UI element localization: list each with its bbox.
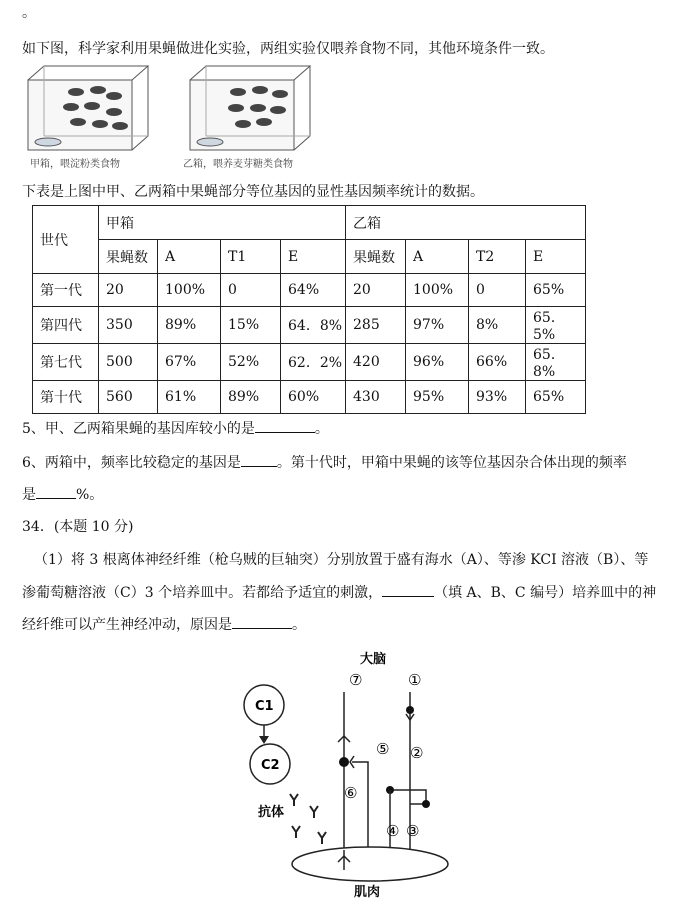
c2-label: C2 [261, 758, 280, 773]
subheader-cell: E [526, 240, 586, 274]
question-5-end: 。 [314, 421, 329, 437]
question-34-line-2 [22, 582, 656, 602]
subheader-cell: T1 [221, 240, 281, 274]
intro-text: 如下图，科学家利用果蝇做进化实验，两组实验仅喂养食物不同，其他环境条件一致。 [22, 41, 554, 57]
table-cell: 285 [346, 307, 406, 344]
question-34-line-1: （1）将 3 根离体神经纤维（枪乌贼的巨轴突）分别放置于盛有海水（A）、等渗 KCI 溶液（B）、等 [34, 552, 649, 568]
subheader-cell: A [158, 240, 221, 274]
table-cell: 52% [221, 344, 281, 381]
nerve-muscle-diagram [230, 650, 460, 902]
table-header-row-1 [33, 206, 586, 240]
table-cell: 65．8% [526, 344, 586, 381]
question-6-text-4: %。 [76, 487, 104, 503]
table-row [33, 307, 586, 344]
table-intro: 下表是上图中甲、乙两箱中果蝇部分等位基因的显性基因频率统计的数据。 [22, 184, 484, 200]
table-cell: 100% [158, 274, 221, 307]
antibody-icons [290, 794, 326, 844]
subheader-cell: T2 [469, 240, 526, 274]
table-cell: 89% [158, 307, 221, 344]
table-cell: 64% [281, 274, 346, 307]
question-34-text-2b: （填 A、B、C 编号）培养皿中的神 [434, 585, 657, 601]
gene-frequency-table [32, 205, 586, 414]
marker-3: ③ [406, 822, 420, 840]
box-jia-header: 甲箱 [99, 206, 346, 240]
table-cell: 61% [158, 381, 221, 414]
question-6-line-2 [22, 484, 103, 504]
table-row [33, 381, 586, 414]
table-cell: 62．2% [281, 344, 346, 381]
table-cell: 67% [158, 344, 221, 381]
question-34-text-3b: 。 [292, 617, 306, 633]
table-cell: 93% [469, 381, 526, 414]
table-cell: 0 [469, 274, 526, 307]
table-cell: 430 [346, 381, 406, 414]
top-mark: 。 [22, 5, 36, 21]
brain-label: 大脑 [360, 652, 387, 667]
antibody-label: 抗体 [258, 805, 285, 820]
answer-blank-q5[interactable] [255, 418, 315, 433]
table-cell: 350 [99, 307, 158, 344]
question-6-text-3: 是 [22, 487, 36, 503]
box-yi-caption: 乙箱，喂养麦芽糖类食物 [183, 159, 293, 170]
subheader-cell: 果蝇数 [99, 240, 158, 274]
c1-label: C1 [255, 699, 274, 714]
table-cell: 420 [346, 344, 406, 381]
box-yi-header: 乙箱 [346, 206, 586, 240]
generation-header: 世代 [33, 206, 99, 274]
subheader-cell: 果蝇数 [346, 240, 406, 274]
question-6-line-1 [22, 452, 627, 472]
question-6-text-1: 6、两箱中，频率比较稳定的基因是 [22, 455, 241, 471]
table-cell: 15% [221, 307, 281, 344]
table-cell: 20 [346, 274, 406, 307]
table-cell: 65．5% [526, 307, 586, 344]
subheader-cell: A [406, 240, 469, 274]
table-row [33, 344, 586, 381]
question-34-text-2a: 渗葡萄糖溶液（C）3 个培养皿中。若都给予适宜的刺激， [22, 585, 383, 601]
table-cell: 20 [99, 274, 158, 307]
table-cell: 60% [281, 381, 346, 414]
generation-cell: 第十代 [33, 381, 99, 414]
table-cell: 95% [406, 381, 469, 414]
question-34-text-3a: 经纤维可以产生神经冲动，原因是 [22, 617, 232, 633]
marker-4: ④ [386, 822, 400, 840]
marker-6: ⑥ [344, 784, 358, 802]
question-5-text: 5、甲、乙两箱果蝇的基因库较小的是 [22, 421, 255, 437]
branch-lines [390, 790, 426, 804]
table-row [33, 274, 586, 307]
question-5 [22, 418, 329, 438]
generation-cell: 第一代 [33, 274, 99, 307]
generation-cell: 第七代 [33, 344, 99, 381]
question-6-text-2: 。第十代时，甲箱中果蝇的该等位基因杂合体出现的频率 [276, 455, 627, 471]
table-header-row-2 [33, 240, 586, 274]
table-cell: 500 [99, 344, 158, 381]
table-cell: 65% [526, 381, 586, 414]
table-cell: 89% [221, 381, 281, 414]
table-cell: 0 [221, 274, 281, 307]
table-cell: 66% [469, 344, 526, 381]
table-cell: 65% [526, 274, 586, 307]
table-cell: 560 [99, 381, 158, 414]
table-cell: 97% [406, 307, 469, 344]
arrow-head [259, 736, 269, 744]
question-34-line-3 [22, 614, 306, 634]
table-cell: 100% [406, 274, 469, 307]
marker-7: ⑦ [349, 671, 363, 689]
box-jia-caption: 甲箱，喂淀粉类食物 [30, 159, 120, 170]
table-cell: 8% [469, 307, 526, 344]
neuron-1-dot [406, 706, 414, 714]
marker-1: ① [408, 671, 422, 689]
marker-5: ⑤ [376, 740, 390, 758]
marker-2: ② [410, 744, 424, 762]
muscle-label: 肌肉 [354, 885, 381, 900]
table-cell: 64．8% [281, 307, 346, 344]
generation-cell: 第四代 [33, 307, 99, 344]
question-34-title: 34．(本题 10 分) [22, 519, 134, 535]
neuron-cell-body [339, 757, 349, 767]
answer-blank-q6-frequency[interactable] [36, 484, 76, 499]
answer-blank-q6-gene[interactable] [241, 452, 277, 467]
answer-blank-q34-reason[interactable] [232, 614, 292, 629]
subheader-cell: E [281, 240, 346, 274]
table-cell: 96% [406, 344, 469, 381]
branch-dot-2 [422, 800, 430, 808]
answer-blank-q34-dish[interactable] [382, 582, 434, 597]
muscle-shape [292, 847, 448, 881]
